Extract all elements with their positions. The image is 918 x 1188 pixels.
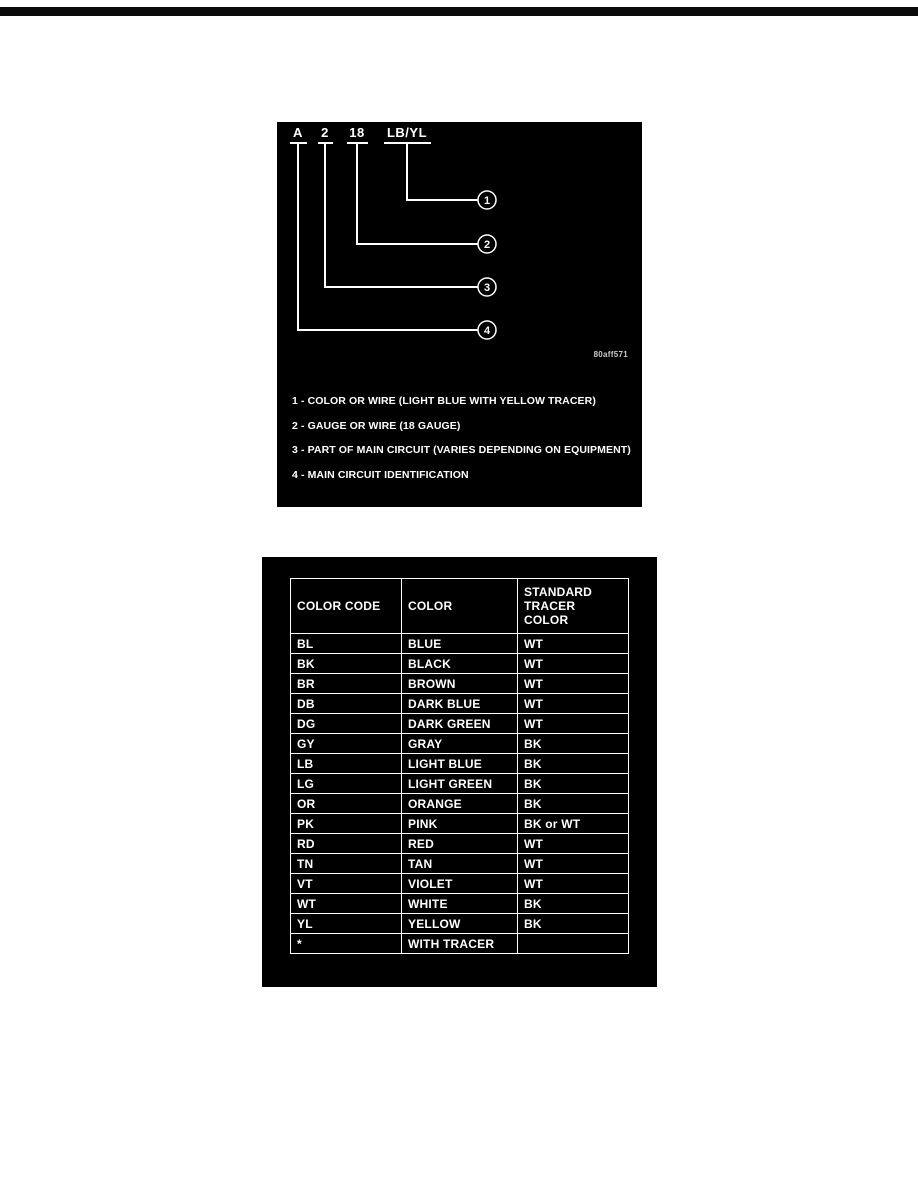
table-row xyxy=(291,774,629,794)
cell-tracer: WT xyxy=(518,634,629,654)
code-wire-color-label: LB/YL xyxy=(386,125,428,140)
header-tracer-text: STANDARD TRACER COLOR xyxy=(524,585,593,627)
table-footnote-row xyxy=(291,934,629,954)
cell-color-code: GY xyxy=(291,734,402,754)
cell-tracer: WT xyxy=(518,694,629,714)
cell-color-code: WT xyxy=(291,894,402,914)
table-row xyxy=(291,814,629,834)
header-color-code: COLOR CODE xyxy=(291,579,402,634)
cell-color-code: TN xyxy=(291,854,402,874)
cell-color-code: PK xyxy=(291,814,402,834)
cell-color: DARK BLUE xyxy=(402,694,518,714)
cell-color-code: BR xyxy=(291,674,402,694)
wire-code-diagram xyxy=(277,122,642,372)
cell-color-code: LG xyxy=(291,774,402,794)
wire-code-figure-panel xyxy=(277,122,642,507)
cell-color-code: LB xyxy=(291,754,402,774)
callout-line-1 xyxy=(407,144,478,200)
callout-number-1: 1 xyxy=(483,195,491,207)
scan-artifact-bar xyxy=(0,7,918,16)
legend-item-2: 2 - GAUGE OR WIRE (18 GAUGE) xyxy=(292,419,461,432)
cell-tracer: BK xyxy=(518,894,629,914)
cell-color: BLUE xyxy=(402,634,518,654)
table-row xyxy=(291,894,629,914)
code-main-circuit-label: A xyxy=(293,125,303,140)
cell-tracer: WT xyxy=(518,854,629,874)
callout-number-3: 3 xyxy=(483,282,491,294)
cell-color: TAN xyxy=(402,854,518,874)
table-header-row xyxy=(291,579,629,634)
cell-color: WHITE xyxy=(402,894,518,914)
table-row xyxy=(291,674,629,694)
table-row xyxy=(291,654,629,674)
cell-tracer: BK or WT xyxy=(518,814,629,834)
cell-tracer: BK xyxy=(518,754,629,774)
cell-tracer: BK xyxy=(518,774,629,794)
header-color: COLOR xyxy=(402,579,518,634)
code-gauge-label: 18 xyxy=(349,125,365,140)
cell-tracer: BK xyxy=(518,794,629,814)
table-row xyxy=(291,834,629,854)
cell-color-code: VT xyxy=(291,874,402,894)
cell-color: DARK GREEN xyxy=(402,714,518,734)
table-row xyxy=(291,694,629,714)
cell-color: LIGHT GREEN xyxy=(402,774,518,794)
cell-color: WITH TRACER xyxy=(402,934,518,954)
color-code-table-panel xyxy=(262,557,657,987)
callout-number-4: 4 xyxy=(483,325,491,337)
legend-item-3: 3 - PART OF MAIN CIRCUIT (VARIES DEPENDING ON EQUIPMENT) xyxy=(292,444,631,456)
cell-color: ORANGE xyxy=(402,794,518,814)
cell-tracer: WT xyxy=(518,874,629,894)
cell-color-code: YL xyxy=(291,914,402,934)
table-row xyxy=(291,914,629,934)
callout-number-2: 2 xyxy=(483,239,491,251)
callout-line-3 xyxy=(325,144,478,287)
cell-color-code: DG xyxy=(291,714,402,734)
cell-color: GRAY xyxy=(402,734,518,754)
legend-item-4: 4 - MAIN CIRCUIT IDENTIFICATION xyxy=(292,468,469,481)
table-row xyxy=(291,634,629,654)
underline-wire-color xyxy=(384,142,431,144)
callout-line-2 xyxy=(357,144,478,244)
cell-color-code: OR xyxy=(291,794,402,814)
table-row xyxy=(291,714,629,734)
table-row xyxy=(291,754,629,774)
cell-color: RED xyxy=(402,834,518,854)
cell-color: BLACK xyxy=(402,654,518,674)
cell-tracer: WT xyxy=(518,654,629,674)
cell-color-code: * xyxy=(291,934,402,954)
cell-color-code: BK xyxy=(291,654,402,674)
cell-color-code: DB xyxy=(291,694,402,714)
header-tracer xyxy=(518,579,629,634)
cell-tracer: BK xyxy=(518,914,629,934)
cell-tracer xyxy=(518,934,629,954)
underline-gauge xyxy=(347,142,368,144)
color-code-table xyxy=(290,578,629,954)
figure-watermark: 80aff571 xyxy=(593,350,628,359)
table-row xyxy=(291,734,629,754)
code-circuit-part-label: 2 xyxy=(321,125,329,140)
cell-tracer: WT xyxy=(518,834,629,854)
cell-color-code: RD xyxy=(291,834,402,854)
cell-color: LIGHT BLUE xyxy=(402,754,518,774)
cell-color: BROWN xyxy=(402,674,518,694)
cell-tracer: WT xyxy=(518,674,629,694)
legend-item-1: 1 - COLOR OR WIRE (LIGHT BLUE WITH YELLOW TRACER) xyxy=(292,395,596,407)
cell-color-code: BL xyxy=(291,634,402,654)
cell-color: YELLOW xyxy=(402,914,518,934)
table-row xyxy=(291,794,629,814)
cell-color: PINK xyxy=(402,814,518,834)
table-row xyxy=(291,874,629,894)
figure-legend xyxy=(292,395,642,481)
underline-main-circuit xyxy=(290,142,307,144)
cell-color: VIOLET xyxy=(402,874,518,894)
cell-tracer: WT xyxy=(518,714,629,734)
table-row xyxy=(291,854,629,874)
underline-circuit-part xyxy=(318,142,333,144)
cell-tracer: BK xyxy=(518,734,629,754)
